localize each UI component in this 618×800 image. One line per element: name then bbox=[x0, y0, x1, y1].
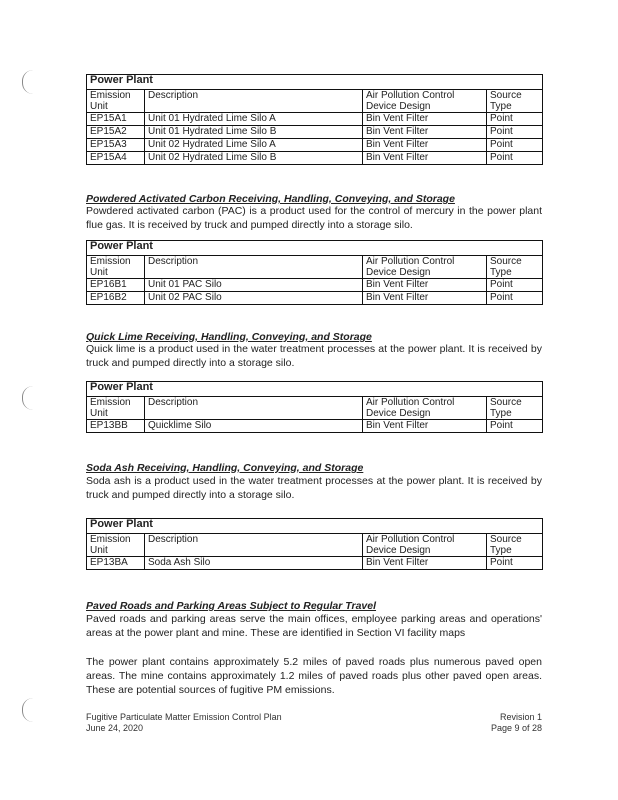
power-plant-table-hydrated-lime bbox=[86, 74, 543, 165]
cell-description: Unit 01 Hydrated Lime Silo B bbox=[145, 126, 363, 139]
cell-source-type: Point bbox=[487, 126, 543, 139]
cell-description: Unit 01 Hydrated Lime Silo A bbox=[145, 113, 363, 126]
cell-description: Soda Ash Silo bbox=[145, 557, 363, 570]
section-text-paved-roads-2: The power plant contains approximately 5.2 miles of paved roads plus numerous paved open areas. The mine contains approximately 1.2 miles of paved roads plus other paved open areas. These are potential sources of fugitive PM emissions. bbox=[86, 656, 542, 696]
cell-apc-device: Bin Vent Filter bbox=[363, 557, 487, 570]
table-row bbox=[87, 279, 543, 292]
table-row bbox=[87, 420, 543, 433]
cell-source-type: Point bbox=[487, 420, 543, 433]
cell-emission-unit: EP13BB bbox=[87, 420, 145, 433]
cell-source-type: Point bbox=[487, 279, 543, 292]
punch-hole-mark bbox=[22, 70, 33, 94]
table-row bbox=[87, 139, 543, 152]
header-emission-unit: Emission Unit bbox=[87, 256, 145, 279]
header-apc-device: Air Pollution Control Device Design bbox=[363, 90, 487, 113]
cell-apc-device: Bin Vent Filter bbox=[363, 113, 487, 126]
section-text-sodaash: Soda ash is a product used in the water treatment processes at the power plant. It is received by truck and pumped directly into a storage silo. bbox=[86, 475, 542, 501]
header-description: Description bbox=[145, 397, 363, 420]
header-source-type: Source Type bbox=[487, 534, 543, 557]
section-heading-sodaash: Soda Ash Receiving, Handling, Conveying, and Storage bbox=[86, 462, 364, 474]
header-emission-unit: Emission Unit bbox=[87, 397, 145, 420]
cell-emission-unit: EP15A2 bbox=[87, 126, 145, 139]
cell-emission-unit: EP15A1 bbox=[87, 113, 145, 126]
cell-description: Unit 02 Hydrated Lime Silo B bbox=[145, 152, 363, 165]
footer-left bbox=[86, 712, 282, 734]
power-plant-table-pac bbox=[86, 240, 543, 305]
cell-emission-unit: EP15A4 bbox=[87, 152, 145, 165]
cell-source-type: Point bbox=[487, 152, 543, 165]
section-heading-pac: Powdered Activated Carbon Receiving, Handling, Conveying, and Storage bbox=[86, 193, 455, 205]
punch-hole-mark bbox=[22, 386, 33, 410]
header-apc-device: Air Pollution Control Device Design bbox=[363, 256, 487, 279]
table-row bbox=[87, 152, 543, 165]
cell-source-type: Point bbox=[487, 113, 543, 126]
power-plant-table-quicklime bbox=[86, 381, 543, 433]
cell-description: Unit 02 PAC Silo bbox=[145, 292, 363, 305]
cell-description: Quicklime Silo bbox=[145, 420, 363, 433]
header-source-type: Source Type bbox=[487, 256, 543, 279]
header-description: Description bbox=[145, 256, 363, 279]
cell-apc-device: Bin Vent Filter bbox=[363, 139, 487, 152]
cell-source-type: Point bbox=[487, 557, 543, 570]
header-emission-unit: Emission Unit bbox=[87, 90, 145, 113]
section-heading-quicklime: Quick Lime Receiving, Handling, Conveying, and Storage bbox=[86, 331, 372, 343]
header-source-type: Source Type bbox=[487, 90, 543, 113]
cell-source-type: Point bbox=[487, 292, 543, 305]
cell-apc-device: Bin Vent Filter bbox=[363, 292, 487, 305]
table-row bbox=[87, 126, 543, 139]
header-apc-device: Air Pollution Control Device Design bbox=[363, 534, 487, 557]
cell-apc-device: Bin Vent Filter bbox=[363, 420, 487, 433]
cell-apc-device: Bin Vent Filter bbox=[363, 152, 487, 165]
table-title: Power Plant bbox=[87, 75, 543, 90]
cell-emission-unit: EP16B2 bbox=[87, 292, 145, 305]
cell-emission-unit: EP15A3 bbox=[87, 139, 145, 152]
cell-description: Unit 02 Hydrated Lime Silo A bbox=[145, 139, 363, 152]
table-title: Power Plant bbox=[87, 241, 543, 256]
cell-apc-device: Bin Vent Filter bbox=[363, 279, 487, 292]
power-plant-table-sodaash bbox=[86, 518, 543, 570]
footer-page-number: Page 9 of 28 bbox=[490, 723, 542, 733]
table-row bbox=[87, 292, 543, 305]
footer-revision: Revision 1 bbox=[499, 712, 542, 722]
section-text-quicklime: Quick lime is a product used in the water treatment processes at the power plant. It is received by truck and pumped directly into a storage silo. bbox=[86, 343, 542, 369]
footer-doc-title: Fugitive Particulate Matter Emission Control Plan bbox=[86, 712, 282, 722]
punch-hole-mark bbox=[22, 698, 33, 722]
section-text-pac: Powdered activated carbon (PAC) is a product used for the control of mercury in the power plant flue gas. It is received by truck and pumped directly into a storage silo. bbox=[86, 205, 542, 231]
table-title: Power Plant bbox=[87, 519, 543, 534]
table-title: Power Plant bbox=[87, 382, 543, 397]
section-text-paved-roads-1: Paved roads and parking areas serve the main offices, employee parking areas and operations' areas at the power plant and mine. These are identified in Section VI facility maps bbox=[86, 613, 542, 639]
cell-description: Unit 01 PAC Silo bbox=[145, 279, 363, 292]
footer-date: June 24, 2020 bbox=[86, 723, 144, 733]
header-apc-device: Air Pollution Control Device Design bbox=[363, 397, 487, 420]
cell-emission-unit: EP16B1 bbox=[87, 279, 145, 292]
section-heading-paved-roads: Paved Roads and Parking Areas Subject to Regular Travel bbox=[86, 600, 377, 612]
footer-right bbox=[491, 712, 542, 734]
cell-emission-unit: EP13BA bbox=[87, 557, 145, 570]
header-source-type: Source Type bbox=[487, 397, 543, 420]
header-emission-unit: Emission Unit bbox=[87, 534, 145, 557]
cell-apc-device: Bin Vent Filter bbox=[363, 126, 487, 139]
table-row bbox=[87, 557, 543, 570]
table-row bbox=[87, 113, 543, 126]
cell-source-type: Point bbox=[487, 139, 543, 152]
header-description: Description bbox=[145, 90, 363, 113]
header-description: Description bbox=[145, 534, 363, 557]
